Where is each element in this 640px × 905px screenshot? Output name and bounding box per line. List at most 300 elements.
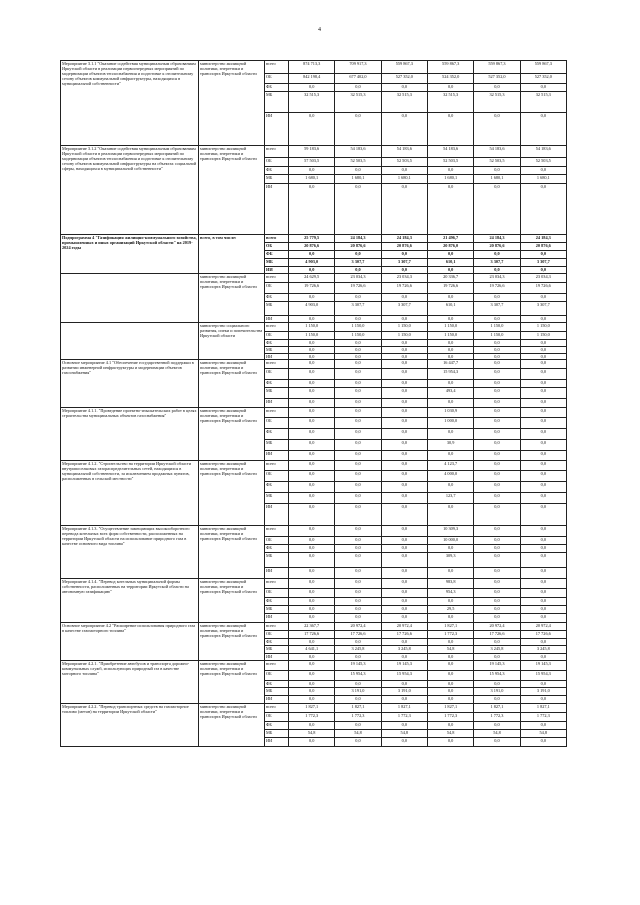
amount-cell: 0,0 [289, 493, 335, 504]
amount-cell: 610,1 [427, 302, 473, 316]
amount-cell: 0,0 [335, 545, 381, 553]
amount-cell: 0,0 [474, 681, 520, 688]
amount-cell: 0,0 [289, 440, 335, 451]
event-name-cell: Подпрограмма 4 "Газификация жилищно-коммунального хозяйства, промышленных и иных организаций Иркутской области" на 2019-2024 годы [61, 235, 199, 274]
amount-cell: 0,0 [427, 294, 473, 302]
funding-source-cell: ОБ [265, 74, 289, 84]
amount-cell: 0,0 [474, 167, 520, 175]
amount-cell: 0,0 [289, 380, 335, 388]
amount-cell: 1 827,1 [289, 704, 335, 713]
amount-cell: 559 867,3 [474, 61, 520, 74]
amount-cell: 1 150,0 [381, 323, 427, 332]
amount-cell: 1 772,3 [474, 713, 520, 722]
amount-cell: 559 867,3 [427, 61, 473, 74]
amount-cell: 0,0 [381, 471, 427, 482]
amount-cell: 0,0 [474, 461, 520, 471]
amount-cell: 0,0 [474, 493, 520, 504]
amount-cell: 1 772,3 [427, 713, 473, 722]
amount-cell: 0,0 [427, 661, 473, 671]
amount-cell: 0,0 [520, 316, 566, 323]
amount-cell: 1 827,1 [427, 623, 473, 631]
funding-source-cell: всего [265, 274, 289, 283]
amount-cell: 0,0 [335, 451, 381, 461]
executor-cell: министерство жилищной политики, энергетики и транспорта Иркутской области [199, 146, 265, 235]
amount-cell: 0,0 [381, 113, 427, 146]
amount-cell: 20 972,4 [381, 623, 427, 631]
amount-cell: 1 150,0 [474, 323, 520, 332]
amount-cell: 0,0 [427, 482, 473, 493]
amount-cell: 0,0 [289, 537, 335, 545]
funding-source-cell: ФБ [265, 545, 289, 553]
amount-cell: 0,0 [289, 671, 335, 681]
amount-cell: 0,0 [520, 696, 566, 704]
table-row [61, 623, 567, 631]
funding-source-cell: МБ [265, 388, 289, 399]
amount-cell: 0,0 [474, 354, 520, 360]
amount-cell: 29,5 [427, 606, 473, 614]
amount-cell: 0,0 [520, 429, 566, 440]
amount-cell: 0,0 [427, 251, 473, 259]
funding-source-cell: всего [265, 408, 289, 418]
executor-cell: министерство жилищной политики, энергетики и транспорта Иркутской области [199, 274, 265, 323]
amount-cell: 20 876,6 [520, 243, 566, 251]
amount-cell: 0,0 [520, 399, 566, 408]
amount-cell: 0,0 [520, 461, 566, 471]
amount-cell: 15 954,3 [335, 671, 381, 681]
amount-cell: 0,0 [381, 388, 427, 399]
amount-cell: 0,0 [474, 251, 520, 259]
amount-cell: 0,0 [381, 451, 427, 461]
amount-cell: 954,3 [427, 589, 473, 598]
amount-cell: 0,0 [289, 598, 335, 606]
amount-cell: 0,0 [381, 598, 427, 606]
funding-source-cell: МБ [265, 493, 289, 504]
amount-cell: 0,0 [474, 408, 520, 418]
amount-cell: 0,0 [474, 369, 520, 380]
amount-cell: 0,0 [381, 340, 427, 347]
amount-cell: 1 827,1 [474, 704, 520, 713]
funding-source-cell: всего [265, 360, 289, 369]
amount-cell: 0,0 [289, 408, 335, 418]
amount-cell: 0,0 [381, 568, 427, 579]
amount-cell: 0,0 [474, 380, 520, 388]
amount-cell: 0,0 [520, 360, 566, 369]
amount-cell: 0,0 [335, 493, 381, 504]
amount-cell: 0,0 [520, 471, 566, 482]
funding-source-cell: всего [265, 704, 289, 713]
amount-cell: 17 726,6 [289, 631, 335, 639]
amount-cell: 32 515,3 [335, 92, 381, 113]
amount-cell: 0,0 [289, 340, 335, 347]
amount-cell: 0,0 [427, 654, 473, 661]
amount-cell: 0,0 [474, 606, 520, 614]
amount-cell: 15 954,3 [520, 671, 566, 681]
amount-cell: 0,0 [335, 347, 381, 354]
amount-cell: 0,0 [427, 354, 473, 360]
funding-source-cell: всего [265, 623, 289, 631]
amount-cell: 0,0 [520, 722, 566, 730]
amount-cell: 19 145,3 [335, 661, 381, 671]
amount-cell: 54 183,6 [474, 146, 520, 158]
amount-cell: 32 515,3 [289, 92, 335, 113]
funding-source-cell: ФБ [265, 294, 289, 302]
amount-cell: 1 680,1 [520, 175, 566, 184]
event-name-cell: Мероприятие 4.1.2. "Строительство на территории Иркутской области внутрипоселковых газораспределительных сетей, находящихся в муниципальной собственности, за исключением продажных пунктов, расположенных в сельской местности" [61, 461, 199, 526]
executor-cell: министерство социального развития, опеки и попечительства Иркутской области [199, 323, 265, 360]
amount-cell: 0,0 [289, 418, 335, 429]
amount-cell: 0,0 [381, 526, 427, 537]
amount-cell: 0,0 [335, 579, 381, 589]
amount-cell: 0,0 [381, 639, 427, 646]
event-name-cell: Основное мероприятие 4.1 "Обеспечение государственной поддержки в развитии инженерной инфраструктуры и модернизации объектов газоснабжения" [61, 360, 199, 408]
amount-cell: 0,0 [335, 84, 381, 92]
amount-cell: 3 307,7 [474, 259, 520, 267]
amount-cell: 19 145,3 [381, 661, 427, 671]
amount-cell: 20 336,7 [427, 274, 473, 283]
amount-cell: 1 772,3 [520, 713, 566, 722]
amount-cell: 0,0 [335, 113, 381, 146]
amount-cell: 54,8 [474, 730, 520, 738]
amount-cell: 0,0 [381, 167, 427, 175]
amount-cell: 0,0 [289, 267, 335, 274]
amount-cell: 0,0 [289, 545, 335, 553]
amount-cell: 0,0 [474, 738, 520, 747]
amount-cell: 0,0 [520, 526, 566, 537]
amount-cell: 1 150,0 [520, 323, 566, 332]
funding-source-cell: МБ [265, 302, 289, 316]
amount-cell: 0,0 [335, 440, 381, 451]
amount-cell: 1 772,3 [289, 713, 335, 722]
amount-cell: 15 954,3 [474, 671, 520, 681]
amount-cell: 1 150,0 [289, 332, 335, 340]
amount-cell: 54,8 [335, 730, 381, 738]
executor-cell: министерство жилищной политики, энергетики и транспорта Иркутской области [199, 461, 265, 526]
amount-cell: 4 903,0 [289, 259, 335, 267]
amount-cell: 0,0 [289, 354, 335, 360]
amount-cell: 54,8 [427, 730, 473, 738]
amount-cell: 0,0 [335, 696, 381, 704]
amount-cell: 677 402,0 [335, 74, 381, 84]
amount-cell: 0,0 [381, 429, 427, 440]
amount-cell: 1 772,3 [381, 713, 427, 722]
event-name-cell: Мероприятие 4.1.3. "Осуществление замещающих высокооборотного перевода котельных всех форм собственности, расположенных на территории Иркутской области на использование природного газа в качестве основного вида топлива" [61, 526, 199, 579]
amount-cell: 0,0 [289, 316, 335, 323]
amount-cell: 0,0 [335, 738, 381, 747]
amount-cell: 0,0 [427, 347, 473, 354]
amount-cell: 0,0 [474, 294, 520, 302]
amount-cell: 0,0 [520, 267, 566, 274]
funding-source-cell: ИИ [265, 113, 289, 146]
funding-source-cell: МБ [265, 646, 289, 654]
amount-cell: 0,0 [427, 681, 473, 688]
amount-cell: 0,0 [520, 347, 566, 354]
amount-cell: 0,0 [289, 526, 335, 537]
funding-source-cell: ФБ [265, 340, 289, 347]
amount-cell: 0,0 [335, 614, 381, 623]
amount-cell: 21 496,7 [427, 235, 473, 243]
amount-cell: 0,0 [381, 251, 427, 259]
amount-cell: 0,0 [289, 681, 335, 688]
amount-cell: 0,0 [427, 639, 473, 646]
amount-cell: 3 307,7 [520, 259, 566, 267]
amount-cell: 54 183,6 [381, 146, 427, 158]
amount-cell: 16 447,7 [427, 360, 473, 369]
funding-source-cell: ОБ [265, 537, 289, 545]
amount-cell: 0,0 [381, 369, 427, 380]
event-name-cell: Мероприятие 3.1.2 "Оказание содействия муниципальным образованиям Иркутской области в реализации первоочередных мероприятий по модернизации объектов теплоснабжения и подготовке к отопительному сезону объектов коммунальной инфраструктуры на объектах социальной сферы, находящихся в муниципальной собственности" [61, 146, 199, 235]
amount-cell: 0,0 [381, 545, 427, 553]
funding-source-cell: ОБ [265, 418, 289, 429]
amount-cell: 19 726,6 [520, 283, 566, 294]
amount-cell: 0,0 [381, 354, 427, 360]
amount-cell: 0,0 [289, 579, 335, 589]
amount-cell: 0,0 [289, 360, 335, 369]
funding-source-cell: всего [265, 461, 289, 471]
amount-cell: 0,0 [474, 696, 520, 704]
amount-cell: 15 954,3 [427, 369, 473, 380]
amount-cell: 610,1 [427, 259, 473, 267]
amount-cell: 0,0 [289, 251, 335, 259]
amount-cell: 0,0 [427, 399, 473, 408]
page-number: 4 [318, 27, 321, 33]
amount-cell: 0,0 [381, 537, 427, 545]
amount-cell: 0,0 [335, 267, 381, 274]
amount-cell: 52 503,5 [381, 158, 427, 167]
amount-cell: 0,0 [335, 418, 381, 429]
amount-cell: 874 713,3 [289, 61, 335, 74]
amount-cell: 3 307,7 [520, 302, 566, 316]
executor-cell: министерство жилищной политики, энергетики и транспорта Иркутской области [199, 61, 265, 146]
amount-cell: 559 867,3 [381, 61, 427, 74]
amount-cell: 54,8 [289, 730, 335, 738]
funding-source-cell: ОБ [265, 471, 289, 482]
amount-cell: 0,0 [474, 418, 520, 429]
funding-source-cell: ОБ [265, 369, 289, 380]
amount-cell: 4 903,0 [289, 302, 335, 316]
amount-cell: 0,0 [474, 360, 520, 369]
amount-cell: 0,0 [474, 526, 520, 537]
amount-cell: 0,0 [474, 84, 520, 92]
executor-cell: министерство жилищной политики, энергетики и транспорта Иркутской области [199, 623, 265, 661]
amount-cell: 0,0 [427, 696, 473, 704]
amount-cell: 0,0 [335, 568, 381, 579]
amount-cell: 0,0 [289, 429, 335, 440]
amount-cell: 0,0 [520, 418, 566, 429]
amount-cell: 0,0 [289, 614, 335, 623]
table-row [61, 579, 567, 589]
amount-cell: 0,0 [289, 388, 335, 399]
amount-cell: 0,0 [520, 738, 566, 747]
amount-cell: 0,0 [520, 440, 566, 451]
amount-cell: 0,0 [335, 251, 381, 259]
amount-cell: 15 954,3 [381, 671, 427, 681]
amount-cell: 0,0 [474, 184, 520, 235]
amount-cell: 0,0 [520, 340, 566, 347]
event-name-cell: Мероприятие 4.2.2. "Перевод транспортных средств на газомоторное топливо (метан) на территории Иркутской области" [61, 704, 199, 747]
executor-cell: министерство жилищной политики, энергетики и транспорта Иркутской области [199, 408, 265, 461]
amount-cell: 4 123,7 [427, 461, 473, 471]
amount-cell: 0,0 [289, 553, 335, 568]
event-name-cell: Основное мероприятие 4.2 "Расширение использования природного газа в качестве газомоторного топлива" [61, 623, 199, 661]
amount-cell: 527 352,0 [381, 74, 427, 84]
amount-cell: 0,0 [335, 537, 381, 545]
amount-cell: 0,0 [289, 347, 335, 354]
funding-source-cell: ФБ [265, 681, 289, 688]
amount-cell: 0,0 [520, 606, 566, 614]
amount-cell: 0,0 [289, 167, 335, 175]
table-row [61, 661, 567, 671]
amount-cell: 0,0 [289, 738, 335, 747]
budget-table [60, 60, 567, 747]
amount-cell: 3 191,0 [474, 688, 520, 696]
funding-source-cell: всего [265, 526, 289, 537]
amount-cell: 0,0 [427, 167, 473, 175]
amount-cell: 32 515,3 [427, 92, 473, 113]
amount-cell: 0,0 [381, 589, 427, 598]
table-row [61, 704, 567, 713]
amount-cell: 527 352,0 [520, 74, 566, 84]
amount-cell: 0,0 [520, 184, 566, 235]
amount-cell: 0,0 [474, 399, 520, 408]
amount-cell: 0,0 [335, 167, 381, 175]
amount-cell: 0,0 [289, 451, 335, 461]
amount-cell: 3 191,0 [381, 688, 427, 696]
amount-cell: 17 726,6 [474, 631, 520, 639]
amount-cell: 23 034,3 [520, 274, 566, 283]
amount-cell: 0,0 [381, 579, 427, 589]
event-name-cell: Мероприятие 3.1.1 "Оказание содействия муниципальным образованиям Иркутской области в реализации первоочередных мероприятий по модернизации объектов теплоснабжения и подготовке к отопительному сезону объектов коммунальной инфраструктуры, находящихся в муниципальной собственности" [61, 61, 199, 146]
amount-cell: 0,0 [474, 451, 520, 461]
amount-cell: 0,0 [335, 639, 381, 646]
amount-cell: 0,0 [520, 294, 566, 302]
amount-cell: 0,0 [427, 380, 473, 388]
amount-cell: 0,0 [520, 654, 566, 661]
event-name-cell: Мероприятие 4.1.4. "Перевод котельных муниципальной формы собственности, расположенных на территории Иркутской области на автономную газификацию" [61, 579, 199, 623]
funding-source-cell: ОБ [265, 283, 289, 294]
amount-cell: 0,0 [289, 84, 335, 92]
amount-cell: 0,0 [335, 589, 381, 598]
amount-cell: 709 917,3 [335, 61, 381, 74]
amount-cell: 20 876,6 [335, 243, 381, 251]
amount-cell: 0,0 [427, 568, 473, 579]
amount-cell: 0,0 [520, 614, 566, 623]
amount-cell: 3 245,8 [335, 646, 381, 654]
amount-cell: 0,0 [335, 606, 381, 614]
amount-cell: 1 150,0 [335, 332, 381, 340]
amount-cell: 0,0 [381, 418, 427, 429]
amount-cell: 0,0 [289, 568, 335, 579]
amount-cell: 0,0 [474, 347, 520, 354]
amount-cell: 1 000,0 [427, 418, 473, 429]
amount-cell: 983,8 [427, 579, 473, 589]
amount-cell: 4 641,1 [289, 646, 335, 654]
amount-cell: 0,0 [427, 614, 473, 623]
amount-cell: 1 827,1 [381, 704, 427, 713]
funding-source-cell: ИИ [265, 316, 289, 323]
amount-cell: 0,0 [335, 654, 381, 661]
amount-cell: 0,0 [381, 294, 427, 302]
amount-cell: 1 150,0 [520, 332, 566, 340]
amount-cell: 0,0 [289, 482, 335, 493]
amount-cell: 1 150,0 [381, 332, 427, 340]
amount-cell: 0,0 [335, 722, 381, 730]
amount-cell: 0,0 [427, 316, 473, 323]
amount-cell: 0,0 [335, 184, 381, 235]
amount-cell: 1 680,1 [427, 175, 473, 184]
event-name-cell: Мероприятие 4.1.1. "Проведение проектно-изыскательских работ в целях строительства муниципальных объектов газоснабжения" [61, 408, 199, 461]
amount-cell: 559 867,3 [520, 61, 566, 74]
amount-cell: 123,7 [427, 493, 473, 504]
amount-cell: 0,0 [520, 537, 566, 545]
amount-cell: 20 876,0 [427, 243, 473, 251]
amount-cell: 0,0 [381, 493, 427, 504]
amount-cell: 19 145,3 [474, 661, 520, 671]
funding-source-cell: ОБ [265, 332, 289, 340]
funding-source-cell: МБ [265, 347, 289, 354]
amount-cell: 19 726,6 [335, 283, 381, 294]
amount-cell: 4 000,0 [427, 471, 473, 482]
amount-cell: 1 772,3 [427, 631, 473, 639]
amount-cell: 0,0 [335, 354, 381, 360]
amount-cell: 32 515,3 [474, 92, 520, 113]
amount-cell: 54 183,6 [427, 146, 473, 158]
amount-cell: 1 030,9 [427, 408, 473, 418]
amount-cell: 0,0 [335, 360, 381, 369]
amount-cell: 0,0 [335, 482, 381, 493]
amount-cell: 20 972,4 [335, 623, 381, 631]
amount-cell: 0,0 [520, 568, 566, 579]
amount-cell: 1 827,1 [335, 704, 381, 713]
amount-cell: 52 503,5 [427, 158, 473, 167]
amount-cell: 0,0 [381, 408, 427, 418]
event-name-cell: Мероприятие 4.2.1. "Приобретение автобусов и транспорта дорожно-коммунальных служб, использующих природный газ в качестве моторного топлива" [61, 661, 199, 704]
amount-cell: 3 307,7 [474, 302, 520, 316]
amount-cell: 0,0 [427, 671, 473, 681]
amount-cell: 1 150,0 [289, 323, 335, 332]
funding-source-cell: ИИ [265, 504, 289, 526]
amount-cell: 0,0 [381, 399, 427, 408]
amount-cell: 0,0 [289, 722, 335, 730]
amount-cell: 527 352,0 [474, 74, 520, 84]
funding-source-cell: МБ [265, 688, 289, 696]
amount-cell: 1 680,1 [289, 175, 335, 184]
funding-source-cell: всего [265, 61, 289, 74]
amount-cell: 0,0 [381, 482, 427, 493]
amount-cell: 0,0 [474, 545, 520, 553]
amount-cell: 0,0 [474, 589, 520, 598]
amount-cell: 3 307,7 [335, 302, 381, 316]
amount-cell: 524 352,0 [427, 74, 473, 84]
amount-cell: 0,0 [335, 388, 381, 399]
funding-source-cell: ИИ [265, 738, 289, 747]
amount-cell: 0,0 [381, 440, 427, 451]
funding-source-cell: всего [265, 661, 289, 671]
amount-cell: 24 184,3 [474, 235, 520, 243]
amount-cell: 0,0 [427, 267, 473, 274]
amount-cell: 1 680,1 [474, 175, 520, 184]
amount-cell: 0,0 [427, 340, 473, 347]
executor-cell: всего, в том числе: [199, 235, 265, 274]
funding-source-cell: всего [265, 323, 289, 332]
amount-cell: 0,0 [289, 399, 335, 408]
amount-cell: 1 150,0 [474, 332, 520, 340]
amount-cell: 20 876,6 [474, 243, 520, 251]
amount-cell: 0,0 [474, 316, 520, 323]
amount-cell: 309,3 [427, 553, 473, 568]
amount-cell: 0,0 [474, 267, 520, 274]
funding-source-cell: ИИ [265, 614, 289, 623]
amount-cell: 0,0 [520, 579, 566, 589]
